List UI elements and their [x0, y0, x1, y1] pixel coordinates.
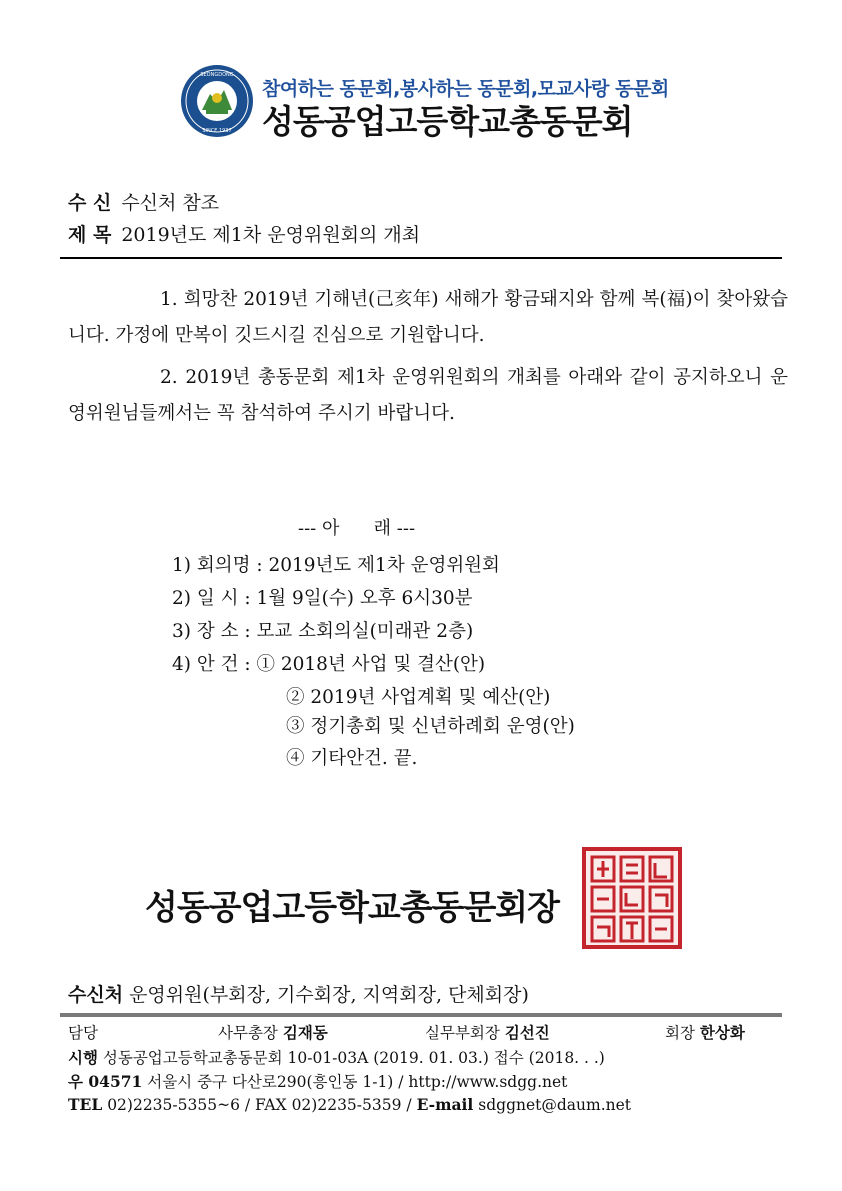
header-slogan: 참여하는 동문회,봉사하는 동문회,모교사랑 동문회 — [262, 78, 669, 100]
issue-line — [68, 1046, 605, 1068]
staff-label: 담당 — [68, 1024, 98, 1042]
address-line — [68, 1070, 567, 1092]
paragraph-1 — [68, 282, 788, 354]
receivers-value: 운영위원(부회장, 기수회장, 지역회장, 단체회장) — [129, 984, 529, 1006]
receivers-line — [68, 980, 529, 1007]
vice-president-label: 실무부회장 — [425, 1024, 500, 1042]
secretary-name: 김재동 — [282, 1023, 328, 1042]
president-label: 회장 — [665, 1024, 695, 1042]
agenda-subitem: ④ 기타안건. 끝. — [286, 748, 418, 769]
president-line — [665, 1021, 745, 1043]
address-text: 서울시 중구 다산로290(흥인동 1-1) / http://www.sdgg.net — [147, 1073, 568, 1091]
association-logo — [180, 64, 254, 138]
issue-label: 시행 — [68, 1048, 98, 1067]
postal-code: 우 04571 — [68, 1072, 143, 1091]
header-divider — [60, 257, 782, 259]
tel-fax-text: 02)2235-5355~6 / FAX 02)2235-5359 / — [107, 1096, 412, 1114]
notice-item: 2) 일 시 : 1월 9일(수) 오후 6시30분 — [172, 588, 473, 609]
contact-line — [68, 1095, 631, 1114]
vice-president-line — [425, 1021, 550, 1043]
recipient-line — [68, 188, 219, 215]
recipient-label: 수 신 — [68, 192, 112, 214]
recipient-value: 수신처 참조 — [121, 192, 220, 214]
notice-item: 3) 장 소 : 모교 소회의실(미래관 2층) — [172, 621, 474, 642]
official-seal — [582, 847, 682, 949]
svg-text:SINCE 1937: SINCE 1937 — [202, 128, 232, 134]
vice-president-name: 김선진 — [504, 1023, 550, 1042]
organization-title: 성동공업고등학교총동문회 — [262, 102, 633, 141]
notice-item: 1) 회의명 : 2019년도 제1차 운영위원회 — [172, 555, 500, 576]
notice-heading: --- 아 래 --- — [298, 518, 416, 539]
tel-label: TEL — [68, 1095, 103, 1114]
issue-value: 성동공업고등학교총동문회 10-01-03A (2019. 01. 03.) 접수 (2018. . .) — [102, 1049, 605, 1067]
secretary-line — [218, 1021, 328, 1043]
president-name: 한상화 — [699, 1023, 745, 1042]
notice-item: 4) 안 건 : ① 2018년 사업 및 결산(안) — [172, 654, 486, 675]
footer-divider — [60, 1013, 782, 1017]
svg-text:SEONGDONG: SEONGDONG — [200, 72, 234, 78]
paragraph-2-text: 2. 2019년 총동문회 제1차 운영위원회의 개최를 아래와 같이 공지하오니 운영위원님들께서는 꼭 참석하여 주시기 바랍니다. — [68, 367, 788, 424]
secretary-label: 사무총장 — [218, 1024, 278, 1042]
paragraph-1-text: 1. 희망찬 2019년 기해년(己亥年) 새해가 황금돼지와 함께 복(福)이 찾아왔습니다. 가정에 만복이 깃드시길 진심으로 기원합니다. — [68, 289, 788, 346]
email-label: E-mail — [416, 1095, 474, 1114]
signer-title: 성동공업고등학교총동문회장 — [145, 888, 559, 928]
receivers-label: 수신처 — [68, 984, 124, 1006]
subject-label: 제 목 — [68, 224, 112, 246]
subject-line — [68, 220, 420, 247]
subject-value: 2019년도 제1차 운영위원회의 개최 — [121, 224, 421, 246]
agenda-subitem: ③ 정기총회 및 신년하례회 운영(안) — [286, 716, 575, 737]
email-link[interactable]: sdggnet@daum.net — [478, 1096, 632, 1114]
agenda-subitem: ② 2019년 사업계획 및 예산(안) — [286, 687, 551, 708]
paragraph-2 — [68, 360, 788, 432]
